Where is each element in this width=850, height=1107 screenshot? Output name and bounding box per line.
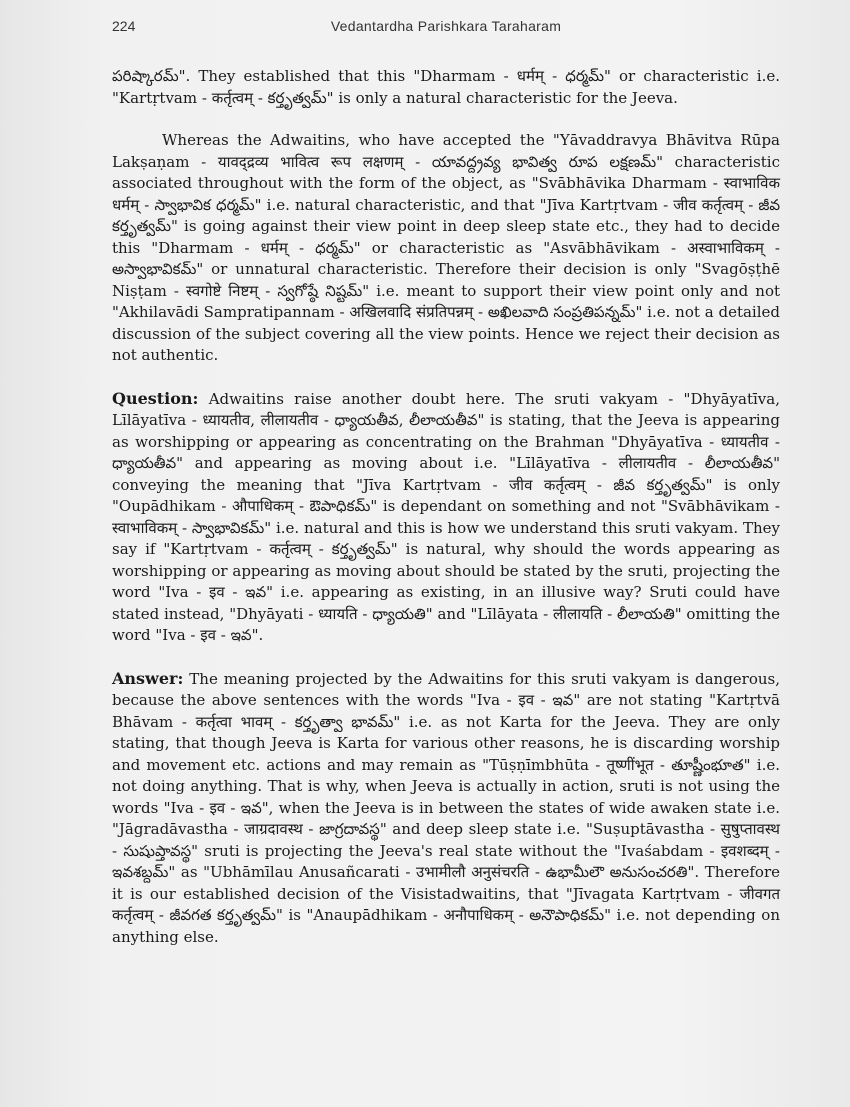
page-body — [112, 66, 780, 948]
running-title: Vedantardha Parishkara Taraharam — [330, 18, 562, 34]
paragraph-text: పరిష్కారమ్". They established that this "Dharmam - धर्मम् - ధర్మమ్" or characteristic i.e. "Kartṛtvam - कर्तृत्वम् - కర్తృత్వమ్" is only a natural characteristic for the Jeeva. — [112, 67, 780, 107]
paragraph-text: Whereas the Adwaitins, who have accepted the "Yāvaddravya Bhāvitva Rūpa Lakṣaṇam - यावद्द्रव्य भावित्व रूप लक्षणम् - యావద్ద్రవ్య భావిత్వ రూప లక్షణమ్" characteristic associated throughout with the form of the object, as "Svābhāvika Dharmam - स्वाभाविक धर्मम् - స్వాభావిక ధర్మమ్" i.e. natural characteristic, and that "Jīva Kartṛtvam - जीव कर्तृत्वम् - జీవ కర్తృత్వమ్" is going against their view point in deep sleep state etc., they had to decide this "Dharmam - धर्मम् - ధర్మమ్" or characteristic as "Asvābhāvikam - अस्वाभाविकम् - అస్వాభావికమ్" or unnatural characteristic. Therefore their decision is only "Svagōṣṭhē Niṣṭam - स्वगोष्टे निष्टम् - స్వగోష్ఠే నిష్టమ్" i.e. meant to support their view point only and not "Akhilavādi Sampratipannam - अखिलवादि संप्रतिपन्नम् - అఖిలవాది సంప్రతిపన్నమ్" i.e. not a detailed discussion of the subject covering all the view points. Hence we reject their decision as not authentic. — [112, 131, 780, 364]
question-label: Question: — [112, 388, 199, 408]
page-number: 224 — [112, 18, 136, 34]
paragraph-intro — [112, 66, 780, 109]
paragraph-adwaitins — [112, 130, 780, 367]
paragraph-text: Adwaitins raise another doubt here. The sruti vakyam - "Dhyāyatīva, Līlāyatīva - ध्यायतीव, लीलायतीव - ధ్యాయతీవ, లీలాయతీవ" is stating, that the Jeeva is appearing as worshipping or appearing as concentrating on the Brahman "Dhyāyatīva - ध्यायतीव - ధ్యాయతీవ" and appearing as moving about i.e. "Līlāyatīva - लीलायतीव - లీలాయతీవ" conveying the meaning that "Jīva Kartṛtvam - जीव कर्तृत्वम् - జీవ కర్తృత్వమ్" is only "Oupādhikam - औपाधिकम् - ఔపాధికమ్" is dependant on something and not "Svābhāvikam - स्वाभाविकम् - స్వాభావికమ్" i.e. natural and this is how we understand this sruti vakyam. They say if "Kartṛtvam - कर्तृत्वम् - కర్తృత్వమ్" is natural, why should the words appearing as worshipping or appearing as moving about should be stated by the sruti, projecting the word "Iva - इव - ఇవ" i.e. appearing as existing, in an illusive way? Sruti could have stated instead, "Dhyāyati - ध्यायति - ధ్యాయతి" and "Līlāyata - लीलायति - లీలాయతి" omitting the word "Iva - इव - ఇవ". — [112, 389, 780, 644]
paragraph-question — [112, 388, 780, 647]
page-header — [112, 14, 780, 38]
paragraph-text: The meaning projected by the Adwaitins for this sruti vakyam is dangerous, because the above sentences with the words "Iva - इव - ఇవ" are not stating "Kartṛtvā Bhāvam - कर्तृत्वा भावम् - కర్తృత్వా భావమ్" i.e. as not Karta for the Jeeva. They are only stating, that though Jeeva is Karta for various other reasons, he is discarding worship and movement etc. actions and may remain as "Tūṣṇīmbhūta - तूष्णींभूत - తూష్ణీంభూత" i.e. not doing anything. That is why, when Jeeva is actually in action, sruti is not using the words "Iva - इव - ఇవ", when the Jeeva is in between the states of wide awaken state i.e. "Jāgradāvastha - जाग्रदावस्थ - జాగ్రదావస్థ" and deep sleep state i.e. "Suṣuptāvastha - सुषुप्तावस्थ - సుషుప్తావస్థ" sruti is projecting the Jeeva's real state without the "Ivaśabdam - इवशब्दम् - ఇవశబ్దమ్" as "Ubhāmīlau Anusañcarati - उभामीलौ अनुसंचरति - ఉభామీలౌ అనుసంచరతి". Therefore it is our established decision of the Visistadwaitins, that "Jīvagata Kartṛtvam - जीवगत कर्तृत्वम् - జీవగత కర్తృత్వమ్" is "Anaupādhikam - अनौपाधिकम् - అనౌపాధికమ్" i.e. not depending on anything else. — [112, 669, 780, 946]
answer-label: Answer: — [112, 668, 184, 688]
paragraph-answer — [112, 668, 780, 949]
